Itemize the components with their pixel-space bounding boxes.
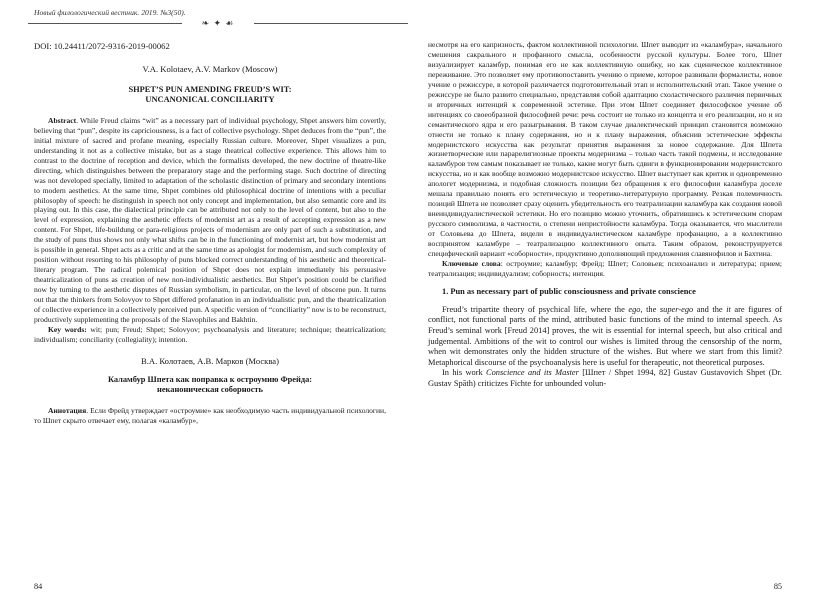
title-ru-line1: Каламбур Шпета как поправка к остроумию Фрейда: <box>107 374 313 384</box>
abstract-ru-continuation: несмотря на его капризность, фактом коллективной психологии. Шпет выводит из «каламбура», начального смешения сакрального и профанного смысла, особенности русской культуры. Более того, Шпет визуализирует каламбур, понимая его не как коллективную ошибку, но как сценическое коллективное переживание. Это позволяет ему противопоставить учению о приеме, которое развивали формалисты, новое учение о режиссуре, в которой различается подготовительный этап и исполнительский этап. Такое учение о режиссуре не было развито специально, представляя собой адаптацию схоластического различия первичных и вторичных интенций к современной эстетике. При этом Шпет соединяет философское учение об интенциях со своеобразной философией речи: речь состоит не только из концепта и его реализации, но и из семантического ядра и его разыгрывания. В таком случае диалектический принцип становится возможно отнести не только к плану содержания, но и к плану выражения, объяснив эстетические эффекты модернистского искусства как результат принятия выражения за новое содержание. Для Шпета жизнетворческие или парарелигиозные проекты модернизма – только часть такой подмены, и исследование каламбуров тем самым показывает не только, какие могут быть сдвиги в функционировании модернистского искусства, но и как вообще возможно модернистское искусство. Шпет выступает как критик и одновременно апологет модернизма, и подобная сложность позиции без обращения к его философии каламбура доселе мешала правильно понять его эстетическую и теоретико-литературную программу. Резкая полемичность позиций Шпета не позволяет сразу оценить убедительность его театрализации каламбура как создания новой внеиндивидуалистической эстетики. Но его позицию можно уточнить, обратившись к эстетическим спорам русского символизма, в частности, о степени непристойности каламбура. Тогда оказывается, что мыслители от Соловьева до Шпета, видели в индивидуалистическом каламбуре профанацию, а в коллективно воспринятом каламбуре – театрализацию коллективного опыта. Таким образом, реконструируется специфический вариант «соборности», продуктивно дополняющий предложения славянофилов и Бахтина. <box>428 40 782 259</box>
title-ru-line2: неканоническая соборность <box>157 385 263 395</box>
abstract-label: Abstract <box>48 115 77 125</box>
keywords-en <box>34 325 386 345</box>
title-en-line1: SHPET’S PUN AMENDING FREUD’S WIT: <box>128 84 292 94</box>
p1-it: it <box>726 304 731 314</box>
abstract-text: . While Freud claims “wit” as a necessary part of individual psychology, Shpet answers him covertly, believing that “pun”, despite its capriciousness, is a fact of collective psychology. Shpet deduces from the “pun”, the initial mixture of sacred and profane meaning, especially Russian culture. Moreover, Shpet visualizes a pun, understanding it not as a collective mistake, but as a stage theatrical collective experience. This allows him to contrast to the doctrine of reception and device, which the formalists developed, the new doctrine of theatre-like directing, which distinguishes between the preparatory stage and the performing stage. Such doctrine of directing was not developed specially, limited to adaptation of the scholastic distinction of primary and secondary intentions to modern aesthetics. At the same time, Shpet combines old philosophical doctrine of intentions with a peculiar philosophy of speech: he distinguish in speech not only concept and implementation, but also semantic core and its playing out. In this case, the dialectical principle can be attributed not only to the level of content, but also to the level of expression, explaining the aesthetic effects of modernist art as a result of accepting expression as a new content. For Shpet, life-buildung or para-religious projects of modernism are only part of such a substitution, and the study of puns thus shows not only what shifts can be in the functioning of modernist art, but how modernist art is possible in general. Shpet acts as a critic and at the same time as apologist for modernism, and such complexity of position without resorting to his philosophy of puns blocked correct understanding of his aesthetic and theoretical-literary program. The radical polemical position of Shpet does not explain immediately his persuasive theatricalization of puns as creation of new non-individualistic aesthetics. But Shpet’s position could be clarified now by turning to the aesthetic disputes of Russian symbolism, in particular, on the level of obscene pun. It turns out that the thinkers from Solovyov to Shpet differed profanation in an individualistic pun, and the theatricalization of collective experience in a collectively perceived pun. A specific version of “conciliarity” now is to be reconstruct, productively supplementing the proposals of the Slavophiles and Bakhtin. <box>34 115 386 324</box>
ornament-line-right <box>254 23 408 24</box>
keywords-ru-text: : остроумие; каламбур; Фрейд; Шпет; Соловьев; психоанализ и литература; прием; театрализация; индивидуализм; соборность; интенция. <box>428 258 783 278</box>
p1-text-b: , the <box>640 304 660 314</box>
abstract-ru-label: Аннотация <box>48 405 87 415</box>
header-ornament <box>28 20 408 28</box>
title-en-line2: UNCANONICAL CONCILIARITY <box>145 95 275 105</box>
body-text <box>428 305 782 390</box>
p2-work-title: Conscience and its Master <box>486 368 579 378</box>
section-heading: 1. Pun as necessary part of public consciousness and private conscience <box>442 286 696 296</box>
page-number-left: 84 <box>34 582 43 591</box>
keywords-label: Key words: <box>48 324 87 334</box>
page-number-right: 85 <box>773 582 782 591</box>
keywords-ru-label: Ключевые слова <box>442 258 501 268</box>
ornament-line-left <box>28 23 182 24</box>
running-head: Новый филологический вестник. 2019. №3(50). <box>34 8 186 17</box>
body-paragraph-1 <box>428 305 782 369</box>
p1-text-d: are figures of conflict, not functional parts of the mind, attributed basic functions of the mind to internal speech. As Freud’s seminal work [Freud 2014] proves, the wit is essential for internal speech, but also critical and judgemental. Ambitions of the wit to control our wishes is limited throug the censorship of the norm, when wit demonstrates only the hidden structure of the wishes. But where we start from this limit? Metaphorical discourse of the psychoanalysis here is useful for therapeutic, not theoretical purposes. <box>428 304 782 367</box>
authors-ru: В.А. Колотаев, А.В. Марков (Москва) <box>141 355 279 366</box>
abstract-en <box>34 116 386 325</box>
doi: DOI: 10.24411/2072-9316-2019-00062 <box>34 41 170 51</box>
right-column <box>428 40 782 390</box>
p2-text-b: [Шпет / Shpet 1994, 82] Gustav Gustavovich Shpet (Dr. Gustav Spāth) criticizes Fichte for unbounded volun- <box>428 368 782 388</box>
ornament-flourish-icon: ❧ ✦ ☙ <box>201 18 235 28</box>
left-column <box>34 40 386 426</box>
p1-text-c: and the <box>693 304 727 314</box>
abstract-ru-text: . Если Фрейд утверждает «остроумие» как необходимую часть индивидуальной психологии, то Шпет скрыто отвечает ему, полагая «каламбур», <box>34 405 386 425</box>
p2-text-a: In his work <box>442 368 487 378</box>
right-page <box>410 0 820 609</box>
p1-ego: ego <box>628 304 641 314</box>
article-title-ru <box>34 375 386 396</box>
keywords-ru <box>428 259 782 279</box>
authors-en: V.A. Kolotaev, A.V. Markov (Moscow) <box>142 63 278 74</box>
abstract-ru-start <box>34 406 386 426</box>
p1-text-a: Freud’s tripartite theory of psychical life, where the <box>442 304 629 314</box>
keywords-text: wit; pun; Freud; Shpet; Solovyov; psychoanalysis and literature; technique; theatricalization; individualism; conciliarity (collegiality); intention. <box>34 324 386 344</box>
article-title-en <box>34 85 386 106</box>
p1-superego: super-ego <box>659 304 694 314</box>
body-paragraph-2 <box>428 368 782 389</box>
